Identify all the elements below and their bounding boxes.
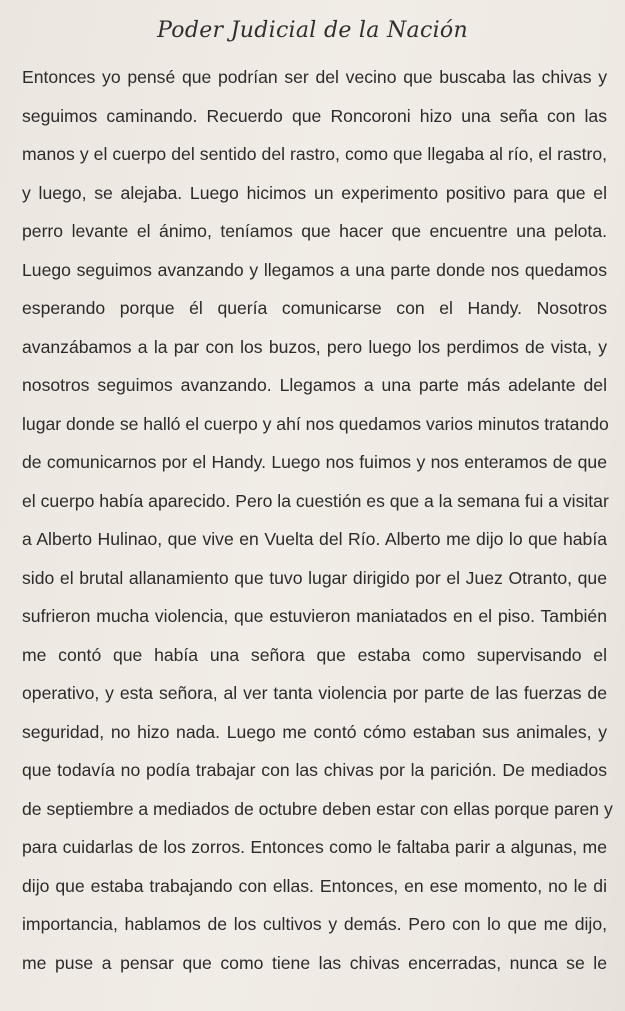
text-line-10: lugar donde se halló el cuerpo y ahí nos quedamos varios minutos tratando <box>22 413 609 434</box>
page-header-title: Poder Judicial de la Nación <box>157 18 468 43</box>
text-line-11: de comunicarnos por el Handy. Luego nos fuimos y nos enteramos de que <box>22 452 607 472</box>
text-line-15: sufrieron mucha violencia, que estuvieron maniatados en el piso. También <box>22 606 607 626</box>
text-line-21: para cuidarlas de los zorros. Entonces como le faltaba parir a algunas, me <box>22 837 607 857</box>
text-line-23: importancia, hablamos de los cultivos y demás. Pero con lo que me dijo, <box>22 914 607 934</box>
text-line-18: seguridad, no hizo nada. Luego me contó cómo estaban sus animales, y <box>22 721 607 742</box>
text-line-19: que todavía no podía trabajar con las chivas por la parición. De mediados <box>22 760 607 780</box>
text-line-14: sido el brutal allanamiento que tuvo lugar dirigido por el Juez Otranto, que <box>22 567 607 588</box>
text-line-6: Luego seguimos avanzando y llegamos a una parte donde nos quedamos <box>22 259 607 280</box>
text-line-20: de septiembre a mediados de octubre deben estar con ellas porque paren y <box>22 798 613 819</box>
text-line-5: perro levante el ánimo, teníamos que hacer que encuentre una pelota. <box>22 221 607 241</box>
text-line-16: me contó que había una señora que estaba como supervisando el <box>22 644 607 665</box>
text-line-3: manos y el cuerpo del sentido del rastro, como que llegaba al río, el rastro, <box>22 144 607 164</box>
text-line-17: operativo, y esta señora, al ver tanta violencia por parte de las fuerzas de <box>22 683 607 703</box>
text-line-2: seguimos caminando. Recuerdo que Roncoroni hizo una seña con las <box>22 105 607 126</box>
body-text <box>22 58 613 982</box>
text-line-22: dijo que estaba trabajando con ellas. Entonces, en ese momento, no le di <box>22 875 607 896</box>
text-line-1: Entonces yo pensé que podrían ser del vecino que buscaba las chivas y <box>22 67 607 87</box>
text-line-12: el cuerpo había aparecido. Pero la cuestión es que a la semana fui a visitar <box>22 490 609 511</box>
text-line-8: avanzábamos a la par con los buzos, pero luego los perdimos de vista, y <box>22 336 607 357</box>
text-line-7: esperando porque él quería comunicarse con el Handy. Nosotros <box>22 298 607 318</box>
text-line-24: me puse a pensar que como tiene las chivas encerradas, nunca se le <box>22 952 607 973</box>
text-line-9: nosotros seguimos avanzando. Llegamos a una parte más adelante del <box>22 375 607 395</box>
text-line-4: y luego, se alejaba. Luego hicimos un experimento positivo para que el <box>22 182 607 203</box>
text-line-13: a Alberto Hulinao, que vive en Vuelta del Río. Alberto me dijo lo que había <box>22 529 607 549</box>
